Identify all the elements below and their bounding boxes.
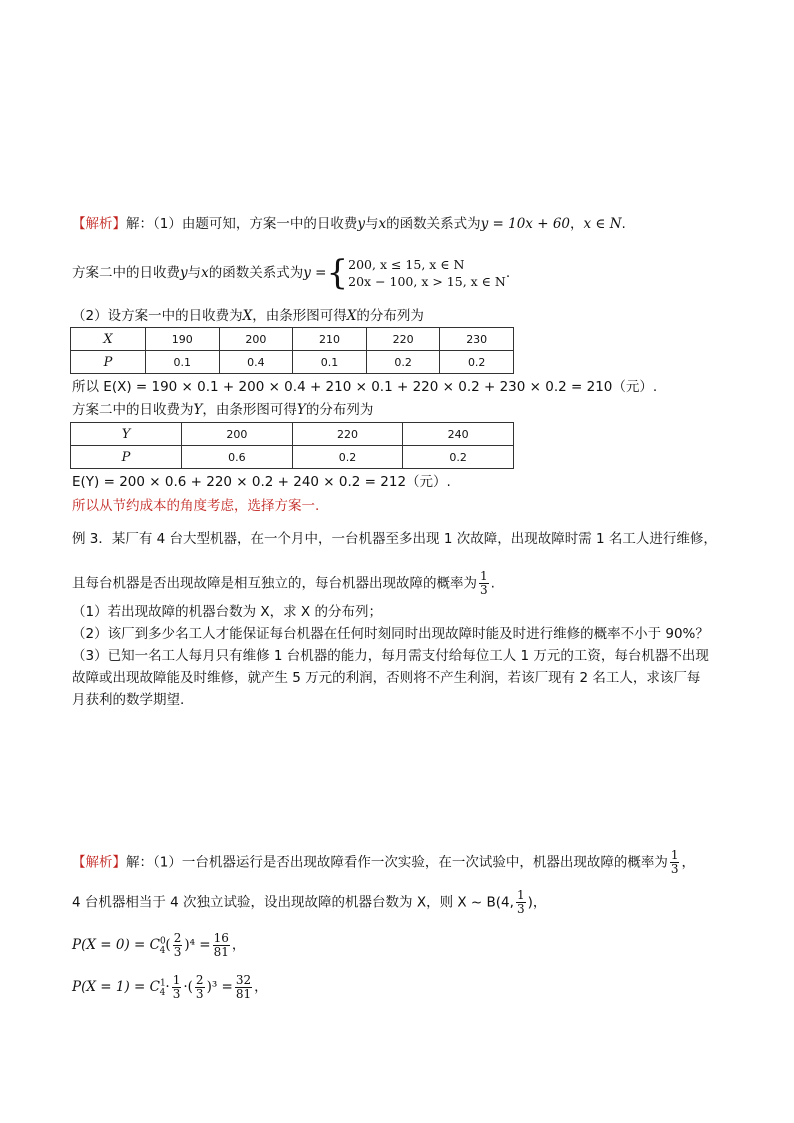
prob-x1: $P(X = 1) = C^1_4\cdot$ $\frac{1}{3}$ ·( $\frac{2}{3}$ )³ = $\frac{32}{81}$ ，: [72, 973, 268, 1001]
table-row: X 190 200 210 220 230: [71, 328, 514, 351]
expectation-y: E(Y) = 200 × 0.6 + 220 × 0.2 + 240 × 0.2 = 212（元）.: [72, 474, 451, 490]
question1: （1）若出现故障的机器台数为 X，求 X 的分布列；: [72, 604, 382, 620]
distribution-table-y: [70, 422, 514, 469]
fraction: $\frac{1}{3}$: [172, 973, 181, 1001]
formula-plan1: y = 10x + 60: [480, 216, 570, 232]
fraction: $\frac{1}{3}$: [670, 848, 679, 876]
question2: （2）该厂到多少名工人才能保证每台机器在任何时刻同时出现故障时能及时进行维修的概率不小于 90%？: [72, 626, 709, 642]
fraction: $\frac{1}{3}$: [516, 888, 525, 916]
question3-line2: 故障或出现故障能及时维修，就产生 5 万元的利润，否则将不产生利润，若该厂现有 2 名工人，求该厂每: [72, 670, 701, 686]
conclusion: 所以从节约成本的角度考虑，选择方案一.: [72, 498, 320, 514]
fraction: $\frac{2}{3}$: [173, 931, 182, 959]
solution1-line2: 方案二中的日收费y与x的函数关系式为y ={ 200, x ≤ 15, x ∈ N 20x − 100, x > 15, x ∈ N .: [72, 253, 511, 293]
fraction: $\frac{2}{3}$: [195, 973, 204, 1001]
plan2-intro: 方案二中的日收费为Y，由条形图可得Y的分布列为: [72, 402, 374, 418]
prob-x0: $P(X = 0) = C^0_4$( $\frac{2}{3}$ )⁴ = $\frac{16}{81}$ ，: [72, 931, 246, 959]
example3-line2: 且每台机器是否出现故障是相互独立的，每台机器出现故障的概率为 $\frac{1}{3}$ .: [72, 569, 495, 597]
fraction: $\frac{1}{3}$: [480, 569, 488, 597]
analysis-tag: 【解析】: [72, 216, 126, 232]
piecewise-cases: 200, x ≤ 15, x ∈ N 20x − 100, x > 15, x ∈ N: [348, 257, 506, 289]
solution1-line1: 【解析】解：（1）由题可知，方案一中的日收费y与x的函数关系式为y = 10x + 60，x ∈ N.: [72, 216, 626, 232]
example3-line1: 例 3．某厂有 4 台大型机器，在一个月中，一台机器至多出现 1 次故障，出现故障时需 1 名工人进行维修，: [72, 531, 717, 547]
piecewise-brace: {: [326, 253, 349, 293]
question3-line1: （3）已知一名工人每月只有维修 1 台机器的能力，每月需支付给每位工人 1 万元的工资，每台机器不出现: [72, 648, 709, 664]
solution2-line1: 【解析】解：（1）一台机器运行是否出现故障看作一次实验，在一次试验中，机器出现故障的概率为 $\frac{1}{3}$ ，: [72, 848, 695, 876]
table-row: Y 200 220 240: [71, 423, 514, 446]
solution2-line2: 4 台机器相当于 4 次独立试验，设出现故障的机器台数为 X，则 X ~ B(4, $\frac{1}{3}$ )，: [72, 888, 547, 916]
analysis-tag: 【解析】: [72, 854, 126, 871]
fraction: $\frac{32}{81}$: [235, 973, 252, 1001]
table-row: P 0.1 0.4 0.1 0.2 0.2: [71, 351, 514, 374]
part2-intro: （2）设方案一中的日收费为X，由条形图可得X的分布列为: [72, 308, 424, 324]
expectation-x: 所以 E(X) = 190 × 0.1 + 200 × 0.4 + 210 × 0.1 + 220 × 0.2 + 230 × 0.2 = 210（元）.: [72, 379, 658, 395]
distribution-table-x: [70, 327, 514, 374]
fraction: $\frac{16}{81}$: [213, 931, 229, 959]
table-row: P 0.6 0.2 0.2: [71, 446, 514, 469]
question3-line3: 月获利的数学期望.: [72, 692, 185, 708]
